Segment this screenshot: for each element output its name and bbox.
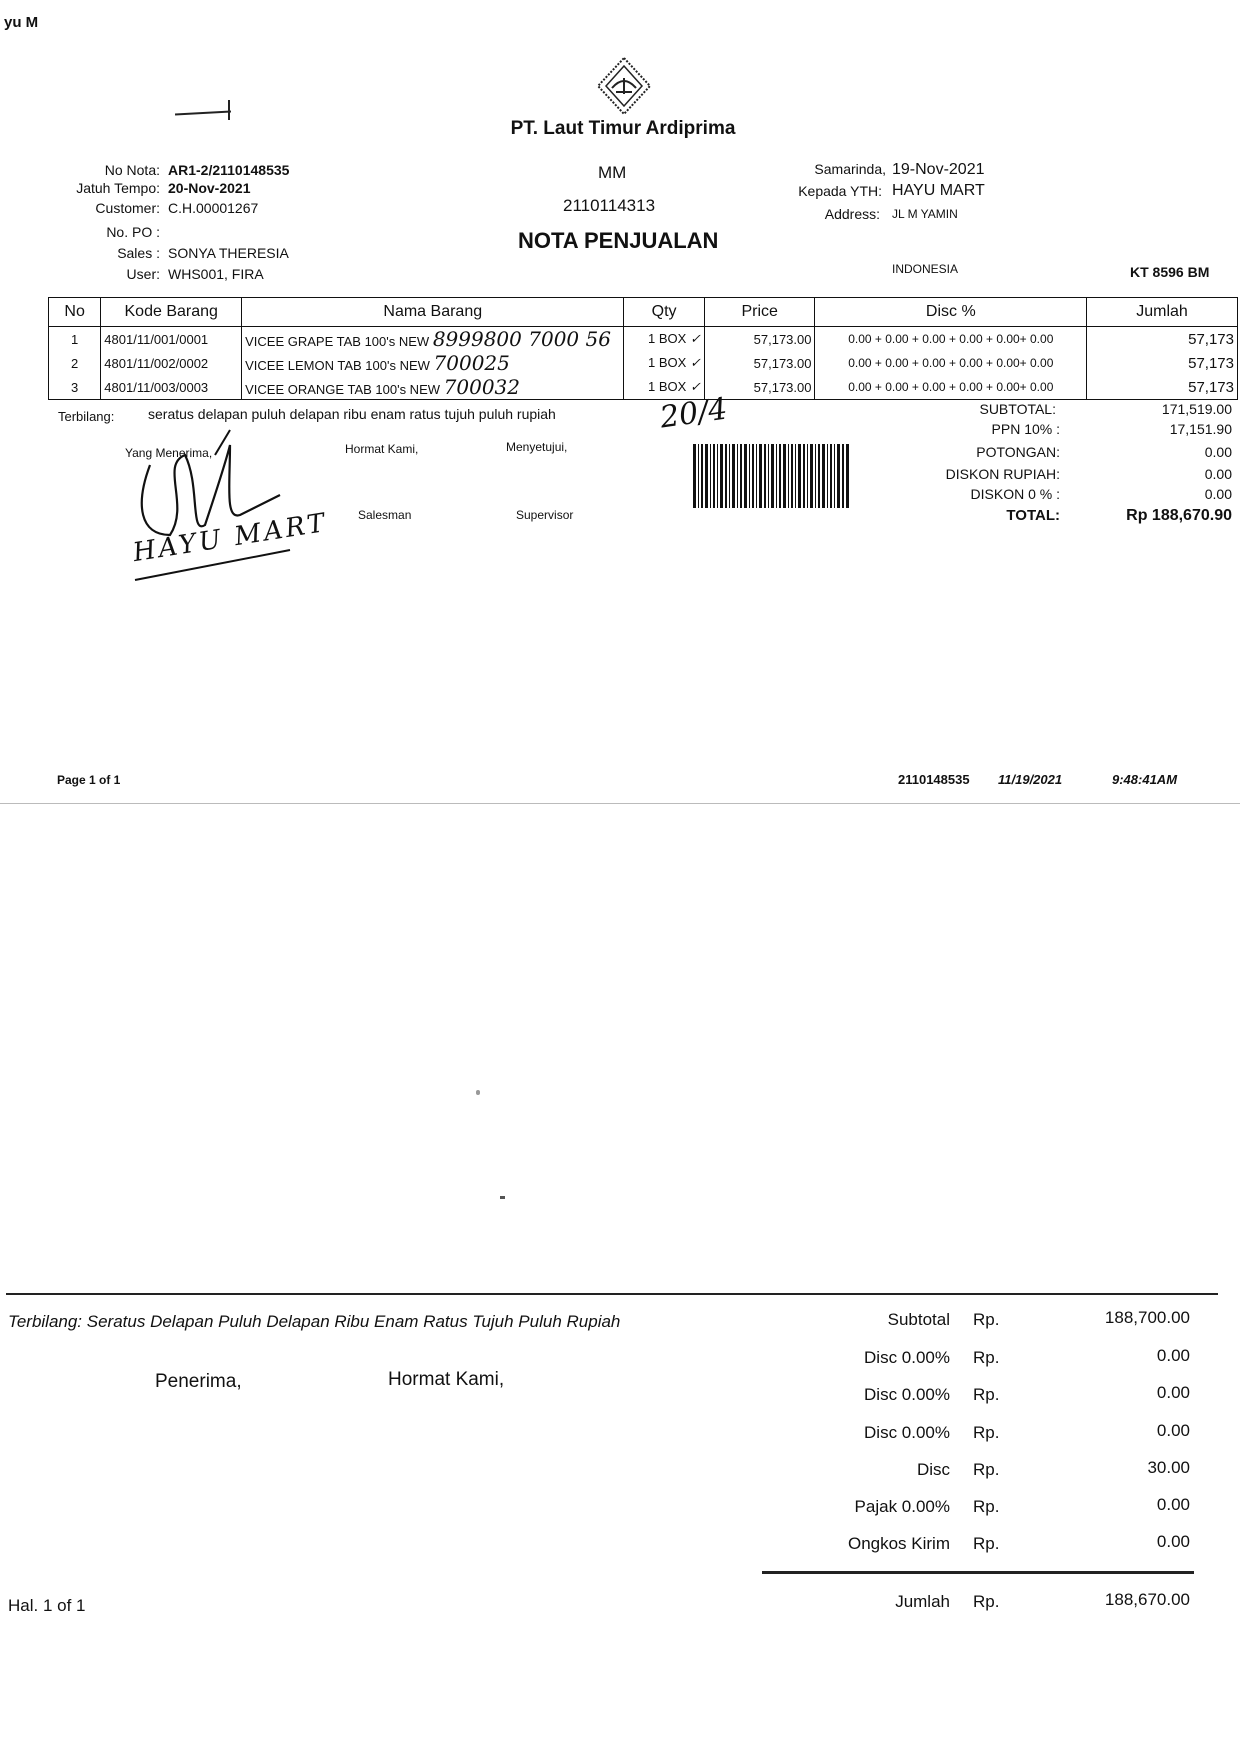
- row-jumlah: 57,173: [1087, 327, 1238, 352]
- ppn-value: 17,151.90: [1169, 421, 1232, 437]
- diskon-pct-label: DISKON 0 % :: [970, 486, 1060, 502]
- jatuh-tempo-label: Jatuh Tempo:: [76, 180, 160, 196]
- barcode-icon: [693, 444, 849, 508]
- total-label: TOTAL:: [1006, 507, 1060, 524]
- invoice-date: 19-Nov-2021: [892, 161, 985, 178]
- summary-currency: Rp.: [973, 1534, 1000, 1553]
- scan-speck: [476, 1090, 480, 1095]
- jumlah-divider: [762, 1571, 1194, 1574]
- summary-label: Subtotal: [887, 1310, 950, 1329]
- col-header-price: Price: [704, 298, 815, 327]
- handwritten-store-name: HAYU MART: [130, 507, 330, 569]
- penerima-label: Yang Menerima,: [125, 446, 213, 460]
- summary-currency: Rp.: [973, 1310, 1000, 1329]
- row-disc: 0.00 + 0.00 + 0.00 + 0.00 + 0.00+ 0.00: [815, 351, 1087, 375]
- col-header-kode: Kode Barang: [101, 298, 242, 327]
- summary-label: Pajak 0.00%: [854, 1497, 950, 1516]
- row-price: 57,173.00: [704, 375, 815, 400]
- summary-value: 0.00: [1156, 1421, 1190, 1440]
- col-header-qty: Qty: [624, 298, 704, 327]
- penerima-second-label: Penerima,: [155, 1371, 242, 1392]
- summary-label: Disc: [916, 1460, 950, 1479]
- terbilang-text: seratus delapan puluh delapan ribu enam ratus tujuh puluh rupiah: [148, 406, 556, 422]
- row-qty: [624, 351, 704, 375]
- diskon-rupiah-label: DISKON RUPIAH:: [945, 466, 1060, 482]
- page-indicator: Page 1 of 1: [57, 773, 121, 787]
- user-label: User:: [126, 266, 160, 282]
- summary-value: 0.00: [1156, 1532, 1190, 1551]
- sales-label: Sales :: [117, 245, 160, 261]
- check-mark-icon: ✓: [689, 332, 701, 347]
- company-name: PT. Laut Timur Ardiprima: [510, 118, 736, 139]
- kepada-label: Kepada YTH:: [798, 183, 882, 199]
- summary-value: 30.00: [1147, 1458, 1190, 1477]
- diskon-pct-value: 0.00: [1204, 486, 1232, 502]
- footer-date: 11/19/2021: [998, 772, 1063, 787]
- address-label: Address:: [824, 206, 880, 222]
- doc-title: NOTA PENJUALAN: [518, 228, 719, 253]
- row-jumlah: 57,173: [1087, 375, 1238, 400]
- corner-fragment: yu M: [4, 14, 39, 31]
- col-header-jumlah: Jumlah: [1087, 298, 1238, 327]
- summary-value: 0.00: [1156, 1346, 1190, 1365]
- row-nama-text: VICEE GRAPE TAB 100's NEW: [245, 334, 430, 349]
- subtotal-value: 171,519.00: [1161, 401, 1232, 417]
- table-row: [49, 375, 1238, 400]
- row-price: 57,173.00: [704, 327, 815, 352]
- jumlah-value: 188,670.00: [1104, 1590, 1190, 1609]
- row-nama: [242, 327, 624, 352]
- menyetujui-label: Menyetujui,: [506, 440, 568, 454]
- summary-label: Ongkos Kirim: [847, 1534, 950, 1553]
- row-qty-text: 1 BOX: [648, 331, 687, 346]
- terbilang-label: Terbilang:: [58, 409, 115, 424]
- customer-label: Customer:: [95, 200, 160, 216]
- row-no: 2: [49, 351, 101, 375]
- row-jumlah: 57,173: [1087, 351, 1238, 375]
- row-no: 1: [49, 327, 101, 352]
- summary-label: Disc 0.00%: [864, 1423, 950, 1442]
- row-price: 57,173.00: [704, 351, 815, 375]
- table-row: [49, 351, 1238, 375]
- summary-value: 0.00: [1156, 1495, 1190, 1514]
- summary-currency: Rp.: [973, 1348, 1000, 1367]
- table-header-row: [49, 298, 1238, 327]
- no-nota-value: AR1-2/2110148535: [168, 162, 290, 178]
- doc-number: 2110114313: [563, 196, 656, 215]
- hormat-second-label: Hormat Kami,: [388, 1369, 505, 1390]
- sales-value: SONYA THERESIA: [168, 245, 289, 261]
- row-kode: 4801/11/001/0001: [101, 327, 242, 352]
- col-header-nama: Nama Barang: [242, 298, 624, 327]
- page-indicator-second: Hal. 1 of 1: [8, 1596, 86, 1615]
- row-nama-text: VICEE LEMON TAB 100's NEW: [245, 358, 430, 373]
- row-qty-text: 1 BOX: [648, 379, 687, 394]
- customer-value: C.H.00001267: [168, 200, 259, 216]
- summary-value: 0.00: [1156, 1383, 1190, 1402]
- summary-currency: Rp.: [973, 1423, 1000, 1442]
- row-nama-text: VICEE ORANGE TAB 100's NEW: [245, 382, 441, 397]
- row-handwritten-code: 700025: [433, 351, 510, 375]
- row-qty-text: 1 BOX: [648, 355, 687, 370]
- summary-currency: Rp.: [973, 1497, 1000, 1516]
- row-handwritten-code: 8999800 7000 56: [432, 327, 611, 351]
- hormat-label: Hormat Kami,: [345, 442, 419, 456]
- col-header-disc: Disc %: [815, 298, 1087, 327]
- potongan-label: POTONGAN:: [976, 444, 1060, 460]
- ppn-label: PPN 10% :: [991, 421, 1060, 437]
- summary-currency: Rp.: [973, 1385, 1000, 1404]
- no-nota-label: No Nota:: [104, 162, 160, 178]
- jumlah-label: Jumlah: [895, 1592, 950, 1611]
- address-value: JL M YAMIN: [892, 207, 958, 221]
- row-nama: [242, 351, 624, 375]
- footer-doc-number: 2110148535: [898, 772, 970, 787]
- table-row: [49, 327, 1238, 352]
- jumlah-currency: Rp.: [973, 1592, 1000, 1611]
- subtotal-label: SUBTOTAL:: [979, 401, 1056, 417]
- jatuh-tempo-value: 20-Nov-2021: [168, 180, 251, 196]
- summary-value: 188,700.00: [1104, 1308, 1190, 1327]
- row-kode: 4801/11/003/0003: [101, 375, 242, 400]
- supervisor-label: Supervisor: [516, 508, 574, 522]
- city-label: Samarinda,: [814, 161, 886, 177]
- summary-currency: Rp.: [973, 1460, 1000, 1479]
- scan-speck: [500, 1196, 505, 1199]
- page-edge-divider: [0, 803, 1240, 804]
- summary-label: Disc 0.00%: [864, 1385, 950, 1404]
- po-label: No. PO :: [106, 224, 160, 240]
- summary-label: Disc 0.00%: [864, 1348, 950, 1367]
- row-disc: 0.00 + 0.00 + 0.00 + 0.00 + 0.00+ 0.00: [815, 327, 1087, 352]
- row-no: 3: [49, 375, 101, 400]
- potongan-value: 0.00: [1204, 444, 1232, 460]
- kepada-value: HAYU MART: [892, 182, 985, 199]
- row-disc: 0.00 + 0.00 + 0.00 + 0.00 + 0.00+ 0.00: [815, 375, 1087, 400]
- vehicle-plate: KT 8596 BM: [1130, 264, 1210, 280]
- check-mark-icon: ✓: [689, 380, 701, 395]
- company-logo-icon: [596, 56, 652, 116]
- user-value: WHS001, FIRA: [168, 266, 264, 282]
- pen-stroke: [175, 111, 231, 116]
- doc-code: MM: [598, 163, 627, 182]
- handwritten-note: 20/4: [657, 391, 730, 436]
- total-value: Rp 188,670.90: [1126, 507, 1232, 524]
- check-mark-icon: ✓: [689, 356, 701, 371]
- pen-stroke-2: [228, 100, 230, 120]
- terbilang-second: Terbilang: Seratus Delapan Puluh Delapan Ribu Enam Ratus Tujuh Puluh Rupiah: [8, 1312, 621, 1331]
- col-header-no: No: [49, 298, 101, 327]
- footer-time: 9:48:41AM: [1112, 772, 1178, 787]
- country-value: INDONESIA: [892, 262, 959, 276]
- row-kode: 4801/11/002/0002: [101, 351, 242, 375]
- row-nama: [242, 375, 624, 400]
- row-handwritten-code: 700032: [443, 375, 520, 399]
- row-qty: [624, 327, 704, 352]
- items-table: [48, 297, 1238, 400]
- section-divider: [6, 1293, 1218, 1295]
- diskon-rupiah-value: 0.00: [1204, 466, 1232, 482]
- salesman-label: Salesman: [358, 508, 412, 522]
